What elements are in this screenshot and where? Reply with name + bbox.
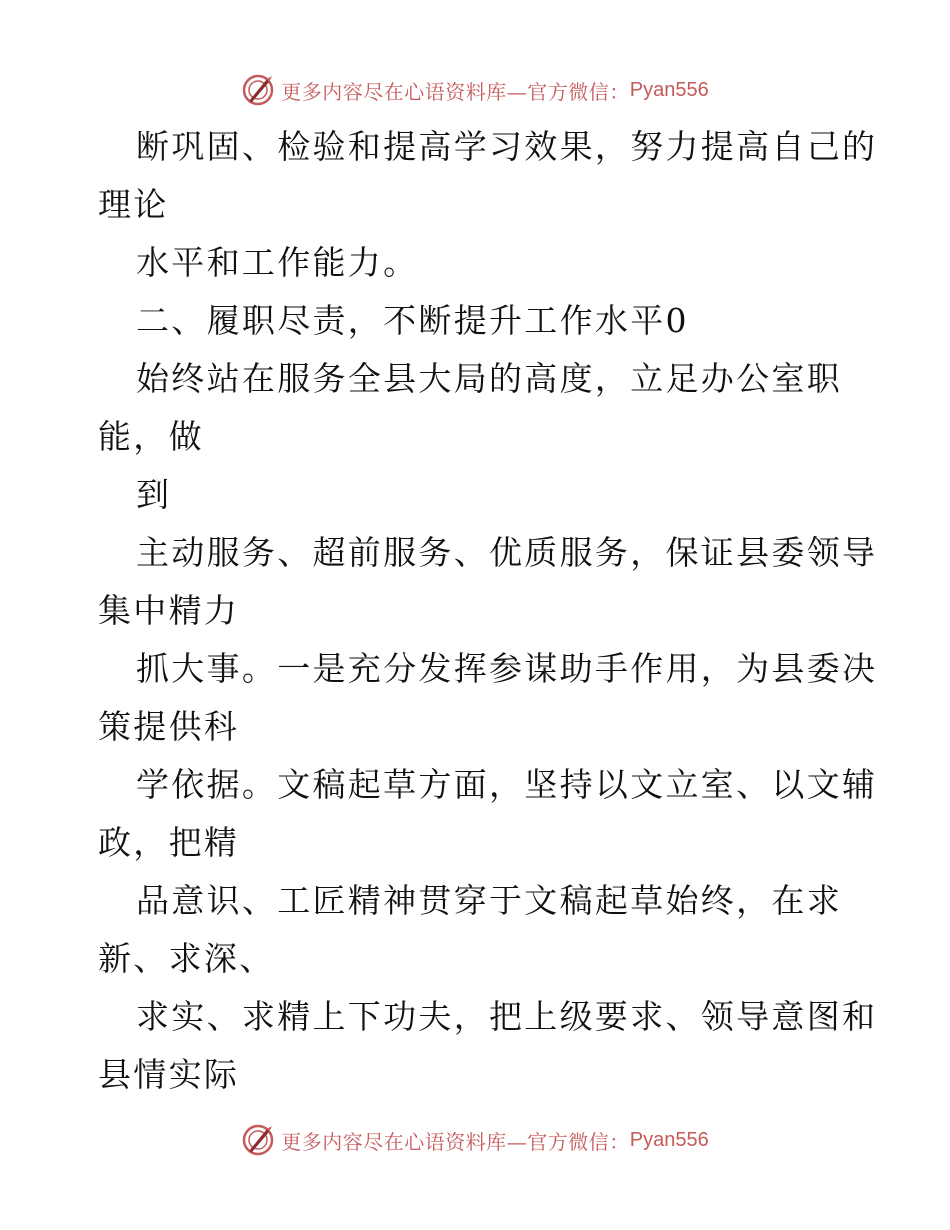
text-line: 能，做 — [98, 417, 204, 456]
text-line: 策提供科 — [98, 707, 240, 746]
text-line: 理论 — [98, 185, 169, 224]
header-watermark-id: Pyan556 — [629, 78, 709, 101]
footer-watermark-id: Pyan556 — [629, 1128, 709, 1151]
text-line: 政，把精 — [98, 823, 240, 862]
footer-watermark-text: 更多内容尽在心语资料库—官方微信： — [281, 1129, 630, 1154]
quill-logo-icon — [241, 1123, 275, 1157]
text-line: 水平和工作能力。 — [136, 243, 419, 282]
section-heading: 二、履职尽责，不断提升工作水平0 — [136, 301, 689, 340]
text-line: 主动服务、超前服务、优质服务，保证县委领导 — [136, 533, 878, 572]
text-line: 县情实际 — [98, 1055, 240, 1094]
text-line: 求实、求精上下功夫，把上级要求、领导意图和 — [136, 997, 878, 1036]
text-line: 抓大事。一是充分发挥参谋助手作用，为县委决 — [136, 649, 878, 688]
text-line: 品意识、工匠精神贯穿于文稿起草始终，在求 — [136, 881, 842, 920]
text-line: 断巩固、检验和提高学习效果，努力提高自己的 — [136, 127, 878, 166]
text-line: 集中精力 — [98, 591, 240, 630]
text-line: 学依据。文稿起草方面，坚持以文立室、以文辅 — [136, 765, 878, 804]
text-line: 新、求深、 — [98, 939, 275, 978]
text-line: 始终站在服务全县大局的高度，立足办公室职 — [136, 359, 842, 398]
header-watermark-text: 更多内容尽在心语资料库—官方微信： — [281, 79, 630, 104]
footer-watermark-banner — [0, 1120, 950, 1160]
text-line: 到 — [136, 475, 172, 514]
